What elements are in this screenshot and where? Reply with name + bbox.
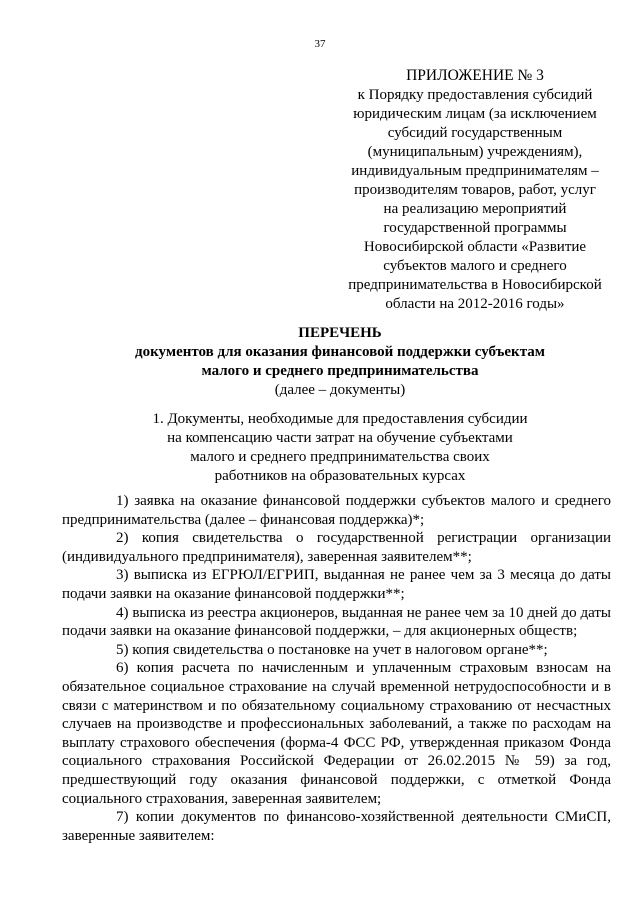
list-item: 3) выписка из ЕГРЮЛ/ЕГРИП, выданная не ранее чем за 3 месяца до даты подачи заявки на оказание финансовой поддержки**; xyxy=(62,567,611,602)
list-item: 7) копии документов по финансово-хозяйственной деятельности СМиСП, заверенные заявителем: xyxy=(62,809,611,844)
list-item: 2) копия свидетельства о государственной регистрации организации (индивидуального предпринимателя), заверенная заявителем**; xyxy=(62,530,611,565)
appendix-line: (муниципальным) учреждениям), xyxy=(367,144,583,160)
appendix-block xyxy=(330,66,620,314)
appendix-line: субъектов малого и среднего xyxy=(383,258,567,274)
appendix-line: области на 2012-2016 годы» xyxy=(385,296,565,312)
list-item: 5) копия свидетельства о постановке на учет в налоговом органе**; xyxy=(116,641,548,658)
list-item: 6) копия расчета по начисленным и уплаченным страховым взносам на обязательное социальное страхование на случай временной нетрудоспособности и в связи с материнством и по обязательному социальному страхованию от несчастных случаев на производстве и профессиональных заболеваний, а также по расходам на выплату страхового обеспечения (форма-4 ФСС РФ, утвержденная приказом Фонда социального страхования Российской Федерации от 26.02.2015 № 59) за год, предшествующий году оказания финансовой поддержки, с отметкой Фонда социального страхования, заверенная заявителем; xyxy=(62,660,611,807)
appendix-line: Новосибирской области «Развитие xyxy=(363,239,587,255)
section-heading-line: на компенсацию части затрат на обучение субъектами xyxy=(167,430,513,446)
section-heading-line: 1. Документы, необходимые для предоставления субсидии xyxy=(152,411,528,427)
section-heading-line: малого и среднего предпринимательства своих xyxy=(190,449,490,465)
document-title-note: (далее – документы) xyxy=(274,382,406,398)
list-item: 1) заявка на оказание финансовой поддержки субъектов малого и среднего предпринимательства (далее – финансовая поддержка)*; xyxy=(62,493,611,528)
appendix-line: на реализацию мероприятий xyxy=(383,201,567,217)
document-title-line: документов для оказания финансовой поддержки субъектам xyxy=(135,344,545,360)
appendix-line: производителям товаров, работ, услуг xyxy=(354,182,596,198)
appendix-line: к Порядку предоставления субсидий xyxy=(357,87,593,103)
appendix-title: ПРИЛОЖЕНИЕ № 3 xyxy=(406,67,544,84)
appendix-line: государственной программы xyxy=(383,220,567,236)
document-heading: ПЕРЕЧЕНЬ xyxy=(298,325,382,341)
document-title-line: малого и среднего предпринимательства xyxy=(201,363,479,379)
list-item: 4) выписка из реестра акционеров, выданная не ранее чем за 10 дней до даты подачи заявки на оказание финансовой поддержки, – для акционерных обществ; xyxy=(62,604,611,640)
section-heading-line: работников на образовательных курсах xyxy=(214,468,466,484)
appendix-line: субсидий государственным xyxy=(387,125,563,141)
page-number: 37 xyxy=(314,38,326,50)
appendix-line: индивидуальным предпринимателям – xyxy=(351,163,599,179)
section-heading xyxy=(60,410,620,486)
document-title-block xyxy=(60,324,620,400)
document-list xyxy=(62,492,611,845)
appendix-line: предпринимательства в Новосибирской xyxy=(348,277,602,293)
appendix-line: юридическим лицам (за исключением xyxy=(353,106,597,122)
